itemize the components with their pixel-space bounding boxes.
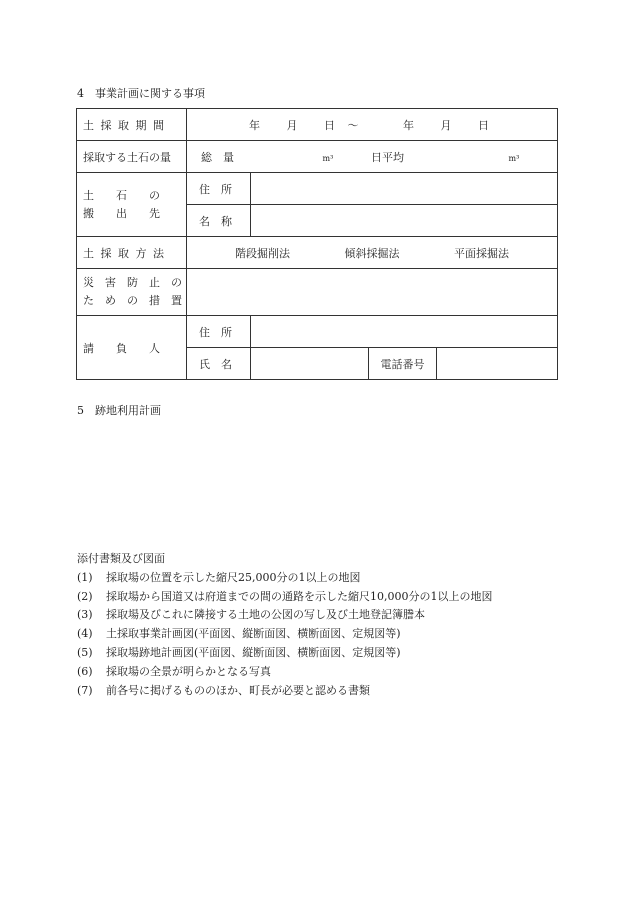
destination-label: 土 石 の 搬 出 先 — [77, 173, 187, 237]
list-item: (4) 土採取事業計画図(平面図、縦断面図、横断面図、定規図等) — [77, 627, 401, 641]
list-item: (7) 前各号に掲げるもののほか、町長が必要と認める書類 — [77, 683, 370, 697]
list-item: (1) 採取場の位置を示した縮尺25,000分の1以上の地図 — [77, 570, 361, 584]
period-label: 土採取期間 — [77, 109, 187, 141]
method-option[interactable]: 平面採掘法 — [454, 246, 509, 260]
method-option[interactable]: 傾斜採掘法 — [344, 246, 400, 260]
disaster-prevention-label: 災 害 防 止 の た め の 措 置 — [77, 269, 187, 316]
contractor-label: 請 負 人 — [77, 316, 187, 380]
section-4-title: 4 事業計画に関する事項 — [77, 87, 205, 100]
list-item: (2) 採取場から国道又は府道までの間の通路を示した縮尺10,000分の1以上の地図 — [77, 589, 493, 603]
disaster-prevention-value[interactable] — [187, 269, 558, 316]
list-item: (5) 採取場跡地計画図(平面図、縦断面図、横断面図、定規図等) — [77, 645, 401, 659]
contractor-name-label: 氏 名 — [187, 348, 251, 380]
period-value: 年 月 日 〜 年 月 日 — [187, 109, 558, 141]
method-options — [187, 237, 558, 269]
amount-label: 採取する土石の量 — [77, 141, 187, 173]
destination-name-label: 名 称 — [187, 205, 251, 237]
destination-address-value[interactable] — [251, 173, 558, 205]
contractor-name-value[interactable] — [251, 348, 369, 380]
destination-address-label: 住 所 — [187, 173, 251, 205]
phone-value[interactable] — [437, 348, 558, 380]
method-label: 土採取方法 — [77, 237, 187, 269]
attachments — [77, 550, 493, 700]
method-option[interactable]: 階段掘削法 — [235, 246, 290, 260]
amount-value: 総 量 m³ 日平均 m³ — [187, 141, 558, 173]
section-5-title: 5 跡地利用計画 — [77, 404, 161, 417]
contractor-address-label: 住 所 — [187, 316, 251, 348]
attachments-title: 添付書類及び図面 — [77, 552, 165, 565]
phone-label: 電話番号 — [369, 348, 437, 380]
business-plan-table — [76, 108, 558, 380]
contractor-address-value[interactable] — [251, 316, 558, 348]
list-item: (6) 採取場の全景が明らかとなる写真 — [77, 664, 271, 678]
list-item: (3) 採取場及びこれに隣接する土地の公図の写し及び土地登記簿謄本 — [77, 608, 425, 622]
destination-name-value[interactable] — [251, 205, 558, 237]
